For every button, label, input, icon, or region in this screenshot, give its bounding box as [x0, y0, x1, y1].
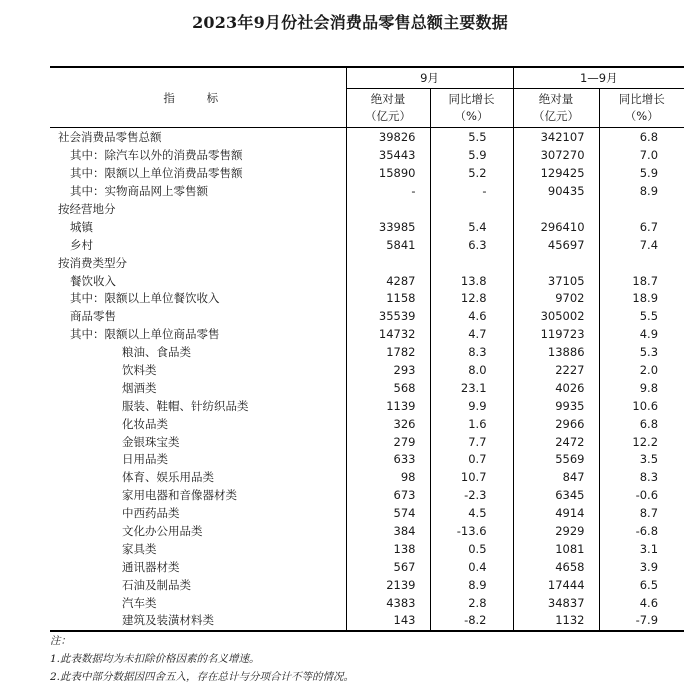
sep-yoy-cell: 1.6	[430, 415, 513, 433]
sep-yoy-cell: 5.5	[430, 128, 513, 147]
ytd-abs-cell: 5569	[513, 451, 599, 469]
table-row	[50, 433, 684, 451]
ytd-abs-cell: 34837	[513, 594, 599, 612]
table-row	[50, 147, 684, 165]
table-row	[50, 523, 684, 541]
ytd-abs-cell: 90435	[513, 183, 599, 201]
row-label: 家具类	[122, 541, 157, 556]
sep-yoy-cell: 12.8	[430, 290, 513, 308]
notes-heading: 注：	[50, 635, 71, 647]
table-row	[50, 308, 684, 326]
note-2: 2.此表中部分数据因四舍五入，存在总计与分项合计不等的情况。	[50, 671, 355, 683]
sep-yoy-cell: 0.7	[430, 451, 513, 469]
footnotes	[50, 632, 680, 686]
table-row	[50, 165, 684, 183]
sep-abs-cell: 138	[346, 540, 430, 558]
ytd-abs-cell: 13886	[513, 344, 599, 362]
table-row	[50, 612, 684, 631]
sep-abs-header: 绝对量 （亿元）	[346, 89, 430, 128]
ytd-abs-cell: 1081	[513, 540, 599, 558]
ytd-yoy-cell: 7.0	[599, 147, 684, 165]
sep-abs-cell: 39826	[346, 128, 430, 147]
row-label: 乡村	[70, 237, 93, 252]
ytd-abs-cell: 2966	[513, 415, 599, 433]
sep-abs-cell: -	[346, 183, 430, 201]
sep-yoy-cell	[430, 201, 513, 219]
row-label: 城镇	[70, 219, 93, 234]
sep-abs-cell: 15890	[346, 165, 430, 183]
ytd-abs-cell: 2472	[513, 433, 599, 451]
ytd-abs-cell	[513, 201, 599, 219]
sep-yoy-cell: 8.9	[430, 576, 513, 594]
table-row	[50, 576, 684, 594]
ytd-yoy-cell: -0.6	[599, 487, 684, 505]
table-row	[50, 272, 684, 290]
row-label: 通讯器材类	[122, 559, 180, 574]
table-row	[50, 469, 684, 487]
sep-abs-cell: 633	[346, 451, 430, 469]
ytd-abs-cell: 296410	[513, 218, 599, 236]
ytd-abs-cell: 6345	[513, 487, 599, 505]
table-row	[50, 326, 684, 344]
sep-abs-cell: 4383	[346, 594, 430, 612]
sep-abs-cell: 35539	[346, 308, 430, 326]
table-row	[50, 397, 684, 415]
sep-yoy-cell: 10.7	[430, 469, 513, 487]
retail-sales-table	[50, 66, 684, 632]
ytd-yoy-cell: -6.8	[599, 523, 684, 541]
ytd-abs-cell: 129425	[513, 165, 599, 183]
sep-abs-cell: 14732	[346, 326, 430, 344]
row-label: 体育、娱乐用品类	[122, 470, 214, 485]
ytd-yoy-cell	[599, 254, 684, 272]
ytd-yoy-cell: 5.3	[599, 344, 684, 362]
ytd-yoy-cell: 6.8	[599, 415, 684, 433]
sep-yoy-cell: 23.1	[430, 379, 513, 397]
row-label: 化妆品类	[122, 416, 168, 431]
ytd-abs-cell: 37105	[513, 272, 599, 290]
sep-abs-cell: 1782	[346, 344, 430, 362]
sep-yoy-cell: 8.3	[430, 344, 513, 362]
sep-yoy-cell: 0.4	[430, 558, 513, 576]
ytd-yoy-cell: 5.9	[599, 165, 684, 183]
row-label: 餐饮收入	[70, 273, 116, 288]
sep-yoy-cell: 8.0	[430, 362, 513, 380]
ytd-yoy-cell: 8.7	[599, 505, 684, 523]
table-row	[50, 594, 684, 612]
sep-abs-cell: 4287	[346, 272, 430, 290]
note-1: 1.此表数据均为未扣除价格因素的名义增速。	[50, 653, 260, 665]
table-row	[50, 487, 684, 505]
ytd-abs-cell: 342107	[513, 128, 599, 147]
row-label: 其中：限额以上单位餐饮收入	[70, 291, 220, 306]
row-label: 建筑及装潢材料类	[50, 612, 346, 631]
row-label: 粮油、食品类	[122, 345, 191, 360]
ytd-abs-cell: 119723	[513, 326, 599, 344]
ytd-yoy-cell: 7.4	[599, 236, 684, 254]
row-label: 服装、鞋帽、针纺织品类	[122, 398, 249, 413]
ytd-yoy-cell: 9.8	[599, 379, 684, 397]
sep-yoy-cell: 9.9	[430, 397, 513, 415]
sep-abs-cell: 2139	[346, 576, 430, 594]
ytd-yoy-cell: 3.5	[599, 451, 684, 469]
ytd-yoy-cell: 18.9	[599, 290, 684, 308]
row-label: 其中：除汽车以外的消费品零售额	[70, 148, 243, 163]
row-label: 文化办公用品类	[122, 524, 203, 539]
table-row	[50, 128, 684, 147]
ytd-abs-cell	[513, 254, 599, 272]
sep-abs-cell: 98	[346, 469, 430, 487]
table-row	[50, 290, 684, 308]
ytd-yoy-cell: 6.5	[599, 576, 684, 594]
row-label: 家用电器和音像器材类	[122, 488, 237, 503]
sep-abs-cell: 1139	[346, 397, 430, 415]
ytd-abs-cell: 305002	[513, 308, 599, 326]
ytd-yoy-cell: 2.0	[599, 362, 684, 380]
sep-abs-cell: 384	[346, 523, 430, 541]
row-label: 金银珠宝类	[122, 434, 180, 449]
sep-abs-cell: 33985	[346, 218, 430, 236]
sep-abs-cell: 568	[346, 379, 430, 397]
ytd-yoy-cell: 6.7	[599, 218, 684, 236]
sep-abs-cell: 5841	[346, 236, 430, 254]
sep-yoy-cell: 4.5	[430, 505, 513, 523]
page-title: 2023年9月份社会消费品零售总额主要数据	[192, 13, 508, 32]
row-label: 饮料类	[122, 363, 157, 378]
sep-yoy-cell: 4.6	[430, 308, 513, 326]
table-row	[50, 236, 684, 254]
sep-abs-cell: 673	[346, 487, 430, 505]
sep-yoy-cell: -	[430, 183, 513, 201]
sep-abs-cell	[346, 201, 430, 219]
sep-yoy-cell: -8.2	[430, 612, 513, 631]
jan-sep-header: 1—9月	[513, 67, 684, 89]
row-label: 按经营地分	[58, 202, 116, 216]
sep-abs-cell: 567	[346, 558, 430, 576]
indicator-header: 指 标	[50, 67, 346, 128]
table-row	[50, 254, 684, 272]
row-label: 其中：实物商品网上零售额	[70, 184, 208, 199]
ytd-yoy-cell: 4.9	[599, 326, 684, 344]
ytd-yoy-cell	[599, 201, 684, 219]
table-row	[50, 201, 684, 219]
ytd-yoy-cell: 8.3	[599, 469, 684, 487]
ytd-yoy-cell: 4.6	[599, 594, 684, 612]
sep-abs-cell: 35443	[346, 147, 430, 165]
sep-abs-cell: 1158	[346, 290, 430, 308]
ytd-yoy-cell: 8.9	[599, 183, 684, 201]
ytd-abs-cell: 17444	[513, 576, 599, 594]
table-row	[50, 218, 684, 236]
ytd-yoy-cell: 3.1	[599, 540, 684, 558]
row-label: 其中：限额以上单位消费品零售额	[70, 166, 243, 181]
sep-yoy-cell	[430, 254, 513, 272]
sep-yoy-cell: 5.9	[430, 147, 513, 165]
sep-abs-cell: 143	[346, 612, 430, 631]
table-row	[50, 379, 684, 397]
ytd-yoy-cell: 10.6	[599, 397, 684, 415]
sep-abs-cell: 574	[346, 505, 430, 523]
ytd-abs-cell: 9935	[513, 397, 599, 415]
row-label: 烟酒类	[122, 380, 157, 395]
ytd-abs-cell: 4658	[513, 558, 599, 576]
row-label: 日用品类	[122, 452, 168, 467]
table-row	[50, 451, 684, 469]
ytd-yoy-header: 同比增长 （%）	[599, 89, 684, 128]
ytd-yoy-cell: -7.9	[599, 612, 684, 631]
ytd-abs-cell: 2929	[513, 523, 599, 541]
ytd-yoy-cell: 3.9	[599, 558, 684, 576]
sep-yoy-cell: 5.4	[430, 218, 513, 236]
row-label: 中西药品类	[122, 506, 180, 521]
sep-abs-cell	[346, 254, 430, 272]
sep-abs-cell: 279	[346, 433, 430, 451]
table-row	[50, 558, 684, 576]
table-body	[50, 128, 684, 631]
ytd-abs-cell: 9702	[513, 290, 599, 308]
sep-yoy-cell: 7.7	[430, 433, 513, 451]
ytd-abs-cell: 4914	[513, 505, 599, 523]
ytd-abs-cell: 847	[513, 469, 599, 487]
row-label: 商品零售	[70, 309, 116, 324]
ytd-abs-cell: 45697	[513, 236, 599, 254]
table-row	[50, 362, 684, 380]
table-row	[50, 505, 684, 523]
ytd-abs-cell: 1132	[513, 612, 599, 631]
ytd-yoy-cell: 5.5	[599, 308, 684, 326]
sep-yoy-cell: 0.5	[430, 540, 513, 558]
ytd-yoy-cell: 18.7	[599, 272, 684, 290]
sep-yoy-cell: 13.8	[430, 272, 513, 290]
sep-yoy-cell: -13.6	[430, 523, 513, 541]
table-row	[50, 415, 684, 433]
sep-yoy-cell: 4.7	[430, 326, 513, 344]
sep-abs-cell: 293	[346, 362, 430, 380]
table-row	[50, 344, 684, 362]
sep-yoy-cell: -2.3	[430, 487, 513, 505]
sep-yoy-cell: 5.2	[430, 165, 513, 183]
table-row	[50, 540, 684, 558]
ytd-yoy-cell: 12.2	[599, 433, 684, 451]
row-label: 社会消费品零售总额	[58, 130, 162, 145]
row-label: 汽车类	[122, 595, 157, 610]
ytd-abs-header: 绝对量 （亿元）	[513, 89, 599, 128]
row-label: 其中：限额以上单位商品零售	[70, 327, 220, 342]
row-label: 按消费类型分	[58, 255, 127, 270]
sep-yoy-header: 同比增长 （%）	[430, 89, 513, 128]
table-row	[50, 183, 684, 201]
september-header: 9月	[346, 67, 513, 89]
sep-yoy-cell: 2.8	[430, 594, 513, 612]
sep-abs-cell: 326	[346, 415, 430, 433]
ytd-yoy-cell: 6.8	[599, 128, 684, 147]
ytd-abs-cell: 4026	[513, 379, 599, 397]
sep-yoy-cell: 6.3	[430, 236, 513, 254]
ytd-abs-cell: 2227	[513, 362, 599, 380]
row-label: 石油及制品类	[122, 577, 191, 592]
ytd-abs-cell: 307270	[513, 147, 599, 165]
